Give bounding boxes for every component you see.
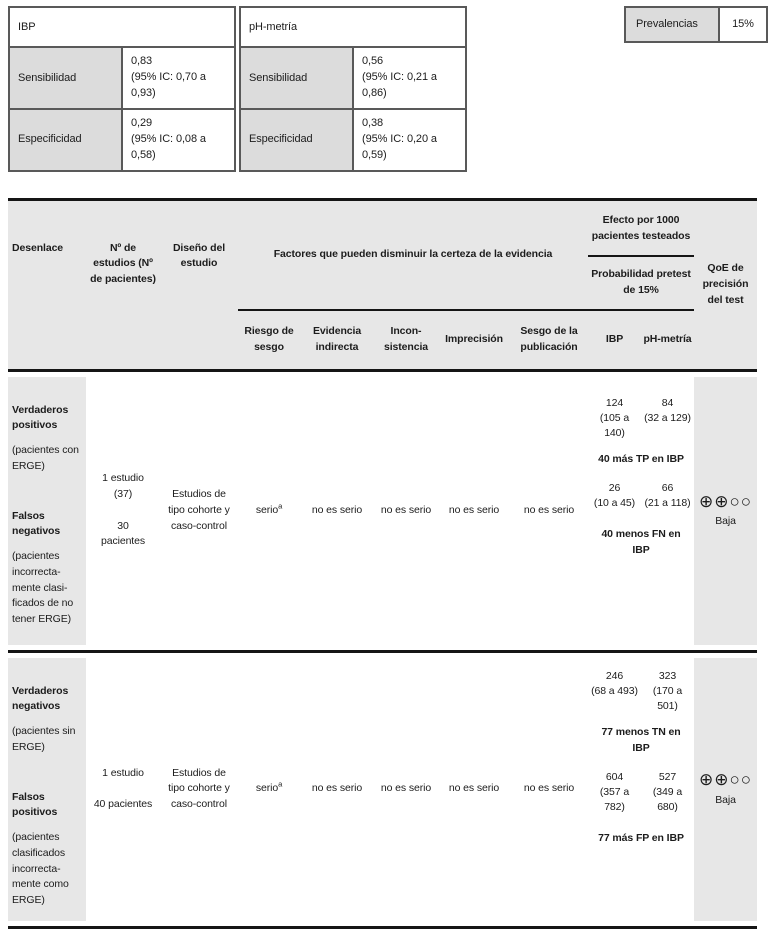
outcome-true-positives: Verdaderos positivos (pacientes con ERGE): [12, 403, 79, 472]
ph-fn: 66 (21 a 118): [644, 482, 691, 510]
sensitivity-value: [122, 47, 235, 109]
header-factors-group: Factores que pueden disminuir la certeza de la evidencia: [238, 201, 588, 311]
publication-bias-cell: no es serio: [523, 503, 575, 516]
ibp-fn: 26 (10 a 45): [593, 482, 636, 510]
studies-cell: 1 estudio (37) 30 pacientes: [100, 472, 146, 548]
header-pretest-probability: Probabilidad pretest de 15%: [591, 267, 691, 296]
header-ph-metria-column: pH-metría: [643, 332, 692, 345]
prevalence-value: 15%: [719, 7, 767, 42]
footnote-marker: a: [278, 779, 283, 789]
specificity-value: [353, 109, 466, 171]
table-row-tp-fn: [8, 372, 757, 650]
header-qoe: QoE de precisión del test: [702, 262, 749, 306]
outcome-false-positives: Falsos positivos (pacientes clasificados incorrecta-mente como ERGE): [12, 790, 69, 907]
risk-of-bias-cell: serio$^a$: [255, 779, 283, 795]
confidence-interval: (95% IC: 0,70 a 0,93): [131, 70, 206, 99]
header-publication-bias: Sesgo de la publicación: [520, 324, 578, 353]
header-outcome: Desenlace: [12, 241, 64, 254]
footnote-marker: a: [278, 501, 283, 511]
imprecision-cell: no es serio: [448, 503, 500, 516]
qoe-rating-icons: ⊕⊕○○: [698, 491, 753, 511]
confidence-interval: (95% IC: 0,20 a 0,59): [362, 132, 437, 161]
qoe-cell: [694, 658, 757, 921]
header-effect-per-1000: Efecto por 1000 pacientes testeados: [588, 201, 694, 257]
ibp-tn: 246 (68 a 493): [591, 669, 638, 697]
publication-bias-cell: no es serio: [523, 782, 575, 795]
specificity-label: Especificidad: [9, 109, 122, 171]
prevalence-label: Prevalencias: [625, 7, 719, 42]
ibp-accuracy-table: [8, 6, 236, 172]
risk-of-bias-cell: serio$^a$: [255, 501, 283, 516]
header-inconsistency: Incon-sistencia: [383, 324, 429, 353]
ibp-fp: 604 (357 a 782): [599, 770, 630, 814]
outcome-cell: [8, 658, 86, 921]
value: 0,56: [362, 55, 384, 67]
fp-values: [588, 770, 694, 816]
tp-values: [588, 396, 694, 442]
design-cell: Estudios de tipo cohorte y caso-control: [168, 766, 230, 811]
indirect-evidence-cell: no es serio: [311, 782, 363, 795]
imprecision-cell: no es serio: [448, 782, 500, 795]
header-studies: Nº de estudios (Nº de pacientes): [90, 241, 156, 286]
ibp-tp: 124 (105 a 140): [599, 396, 630, 440]
table-header: [8, 198, 757, 372]
specificity-value: [122, 109, 235, 171]
header-design: Diseño del estudio: [172, 241, 226, 270]
qoe-label: Baja: [715, 793, 736, 806]
ph-tn: 323 (170 a 501): [652, 669, 683, 713]
sensitivity-label: Sensibilidad: [240, 47, 353, 109]
grade-evidence-table: [8, 198, 757, 929]
outcome-false-negatives: Falsos negativos (pacientes incorrecta-mente clasi-ficados de no tener ERGE): [12, 509, 74, 626]
outcome-true-negatives: Verdaderos negativos (pacientes sin ERGE): [12, 684, 76, 753]
confidence-interval: (95% IC: 0,21 a 0,86): [362, 70, 437, 99]
ibp-table-title: IBP: [9, 7, 235, 47]
inconsistency-cell: no es serio: [380, 782, 432, 795]
fn-difference-note: 40 menos FN en IBP: [601, 528, 681, 557]
indirect-evidence-cell: no es serio: [311, 503, 363, 516]
value: 0,29: [131, 116, 153, 129]
qoe-cell: [694, 377, 757, 645]
tp-difference-note: 40 más TP en IBP: [598, 453, 684, 466]
specificity-label: Especificidad: [240, 109, 353, 171]
fp-difference-note: 77 más FP en IBP: [598, 832, 684, 845]
effects-cell: [588, 372, 694, 650]
table-row-tn-fp: [8, 650, 757, 926]
accuracy-tables: [8, 6, 467, 172]
studies-cell: 1 estudio 40 pacientes: [93, 766, 153, 811]
design-cell: Estudios de tipo cohorte y caso-control: [168, 488, 230, 532]
prevalence-box: [624, 6, 768, 43]
header-imprecision: Imprecisión: [445, 332, 503, 345]
confidence-interval: (95% IC: 0,08 a 0,58): [131, 132, 206, 161]
tn-difference-note: 77 menos TN en IBP: [601, 726, 681, 755]
value: 0,83: [131, 55, 153, 67]
header-risk-of-bias: Riesgo de sesgo: [244, 324, 294, 353]
header-indirect-evidence: Evidencia indirecta: [312, 324, 362, 353]
effects-cell: [588, 653, 694, 926]
value: 0,38: [362, 116, 384, 129]
ph-table-title: pH-metría: [240, 7, 466, 47]
ph-metria-accuracy-table: [239, 6, 467, 172]
sensitivity-label: Sensibilidad: [9, 47, 122, 109]
header-effect-group: [588, 201, 694, 311]
ph-tp: 84 (32 a 129): [644, 396, 691, 424]
ph-fp: 527 (349 a 680): [652, 770, 683, 814]
inconsistency-cell: no es serio: [380, 503, 432, 516]
test-accuracy-section: [8, 6, 768, 172]
outcome-cell: [8, 377, 86, 645]
header-ibp-column: IBP: [605, 332, 624, 345]
sensitivity-value: [353, 47, 466, 109]
qoe-label: Baja: [715, 514, 736, 527]
tn-values: [588, 669, 694, 715]
fn-values: [588, 481, 694, 511]
qoe-rating-icons: ⊕⊕○○: [698, 770, 753, 790]
